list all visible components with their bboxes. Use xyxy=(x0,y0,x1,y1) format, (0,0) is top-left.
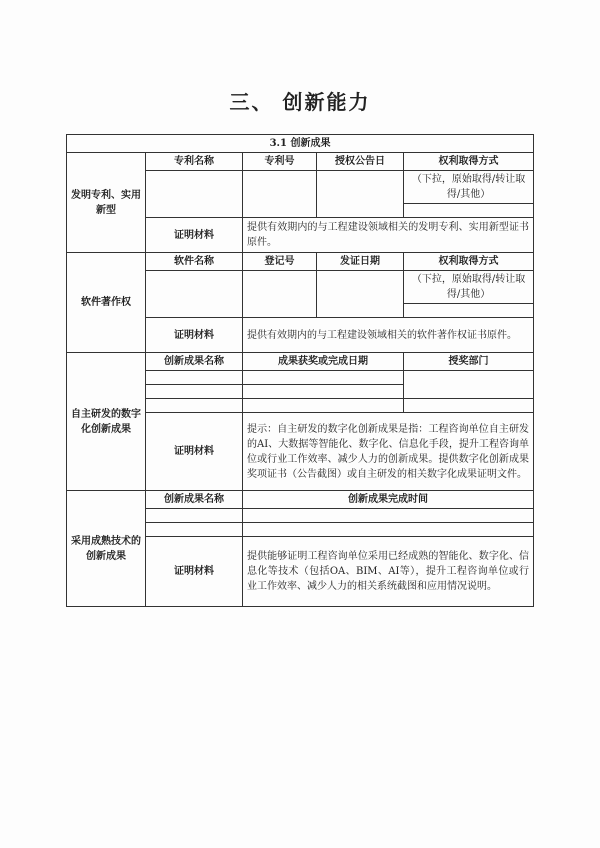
patent-header-name: 专利名称 xyxy=(146,153,243,171)
adopted-proof-text: 提供能够证明工程咨询单位采用已经成熟的智能化、数字化、信息化等技术（包括OA、BIM、AI等），提升工程咨询单位或行业工作效率、减少人力的相关系统截图和应用情况说明。 xyxy=(243,537,534,607)
patent-header-number: 专利号 xyxy=(243,153,317,171)
adopted-header-row xyxy=(67,491,534,509)
selfdev-date-cell-3[interactable] xyxy=(243,399,404,413)
selfdev-date-cell-2[interactable] xyxy=(243,385,404,399)
patent-method-cell-2[interactable] xyxy=(404,204,534,218)
selfdev-proof-text: 提示：自主研发的数字化创新成果是指：工程咨询单位自主研发的AI、大数据等智能化、数字化、信息化手段，提升工程咨询单位或行业工作效率、减少人力的创新成果。提供数字化创新成果奖项证书（公告截图）或自主研发的相关数字化成果证明文件。 xyxy=(243,413,534,491)
adopted-date-cell[interactable] xyxy=(243,509,534,523)
patent-method-dropdown[interactable]: （下拉，原始取得/转让取得/其他） xyxy=(404,171,534,204)
table-title: 3.1 创新成果 xyxy=(67,135,534,153)
patent-header-method: 权利取得方式 xyxy=(404,153,534,171)
software-proof-text: 提供有效期内的与工程建设领域相关的软件著作权证书原件。 xyxy=(243,318,534,353)
selfdev-header-date: 成果获奖或完成日期 xyxy=(243,353,404,371)
selfdev-name-cell[interactable] xyxy=(146,371,243,385)
patent-header-date: 授权公告日 xyxy=(317,153,404,171)
selfdev-dept-cell[interactable] xyxy=(404,371,534,399)
selfdev-proof-label: 证明材料 xyxy=(146,413,243,491)
software-header-row xyxy=(67,253,534,271)
software-header-reg-number: 登记号 xyxy=(243,253,317,271)
adopted-proof-label: 证明材料 xyxy=(146,537,243,607)
patent-header-row xyxy=(67,153,534,171)
table-title-row xyxy=(67,135,534,153)
selfdev-header-dept: 授奖部门 xyxy=(404,353,534,371)
selfdev-section-label: 自主研发的数字化创新成果 xyxy=(67,353,146,491)
software-header-method: 权利取得方式 xyxy=(404,253,534,271)
page-title: 三、 创新能力 xyxy=(229,90,371,114)
patent-proof-label: 证明材料 xyxy=(146,218,243,253)
software-method-dropdown[interactable]: （下拉，原始取得/转让取得/其他） xyxy=(404,271,534,304)
selfdev-header-row xyxy=(67,353,534,371)
patent-date-cell[interactable] xyxy=(317,171,404,218)
software-date-cell[interactable] xyxy=(317,271,404,318)
patent-section-label: 发明专利、实用新型 xyxy=(67,153,146,253)
software-proof-label: 证明材料 xyxy=(146,318,243,353)
selfdev-name-cell-3[interactable] xyxy=(146,399,243,413)
software-reg-number-cell[interactable] xyxy=(243,271,317,318)
innovation-table xyxy=(66,134,534,607)
patent-proof-text: 提供有效期内的与工程建设领域相关的发明专利、实用新型证书原件。 xyxy=(243,218,534,253)
software-section-label: 软件著作权 xyxy=(67,253,146,353)
software-method-cell-2[interactable] xyxy=(404,304,534,318)
software-header-date: 发证日期 xyxy=(317,253,404,271)
adopted-name-cell-2[interactable] xyxy=(146,523,243,537)
adopted-section-label: 采用成熟技术的创新成果 xyxy=(67,491,146,607)
adopted-header-date: 创新成果完成时间 xyxy=(243,491,534,509)
adopted-date-cell-2[interactable] xyxy=(243,523,534,537)
patent-number-cell[interactable] xyxy=(243,171,317,218)
selfdev-dept-cell-3[interactable] xyxy=(404,399,534,413)
software-name-cell[interactable] xyxy=(146,271,243,318)
selfdev-name-cell-2[interactable] xyxy=(146,385,243,399)
adopted-header-name: 创新成果名称 xyxy=(146,491,243,509)
selfdev-date-cell[interactable] xyxy=(243,371,404,385)
patent-name-cell[interactable] xyxy=(146,171,243,218)
selfdev-header-name: 创新成果名称 xyxy=(146,353,243,371)
software-header-name: 软件名称 xyxy=(146,253,243,271)
adopted-name-cell[interactable] xyxy=(146,509,243,523)
